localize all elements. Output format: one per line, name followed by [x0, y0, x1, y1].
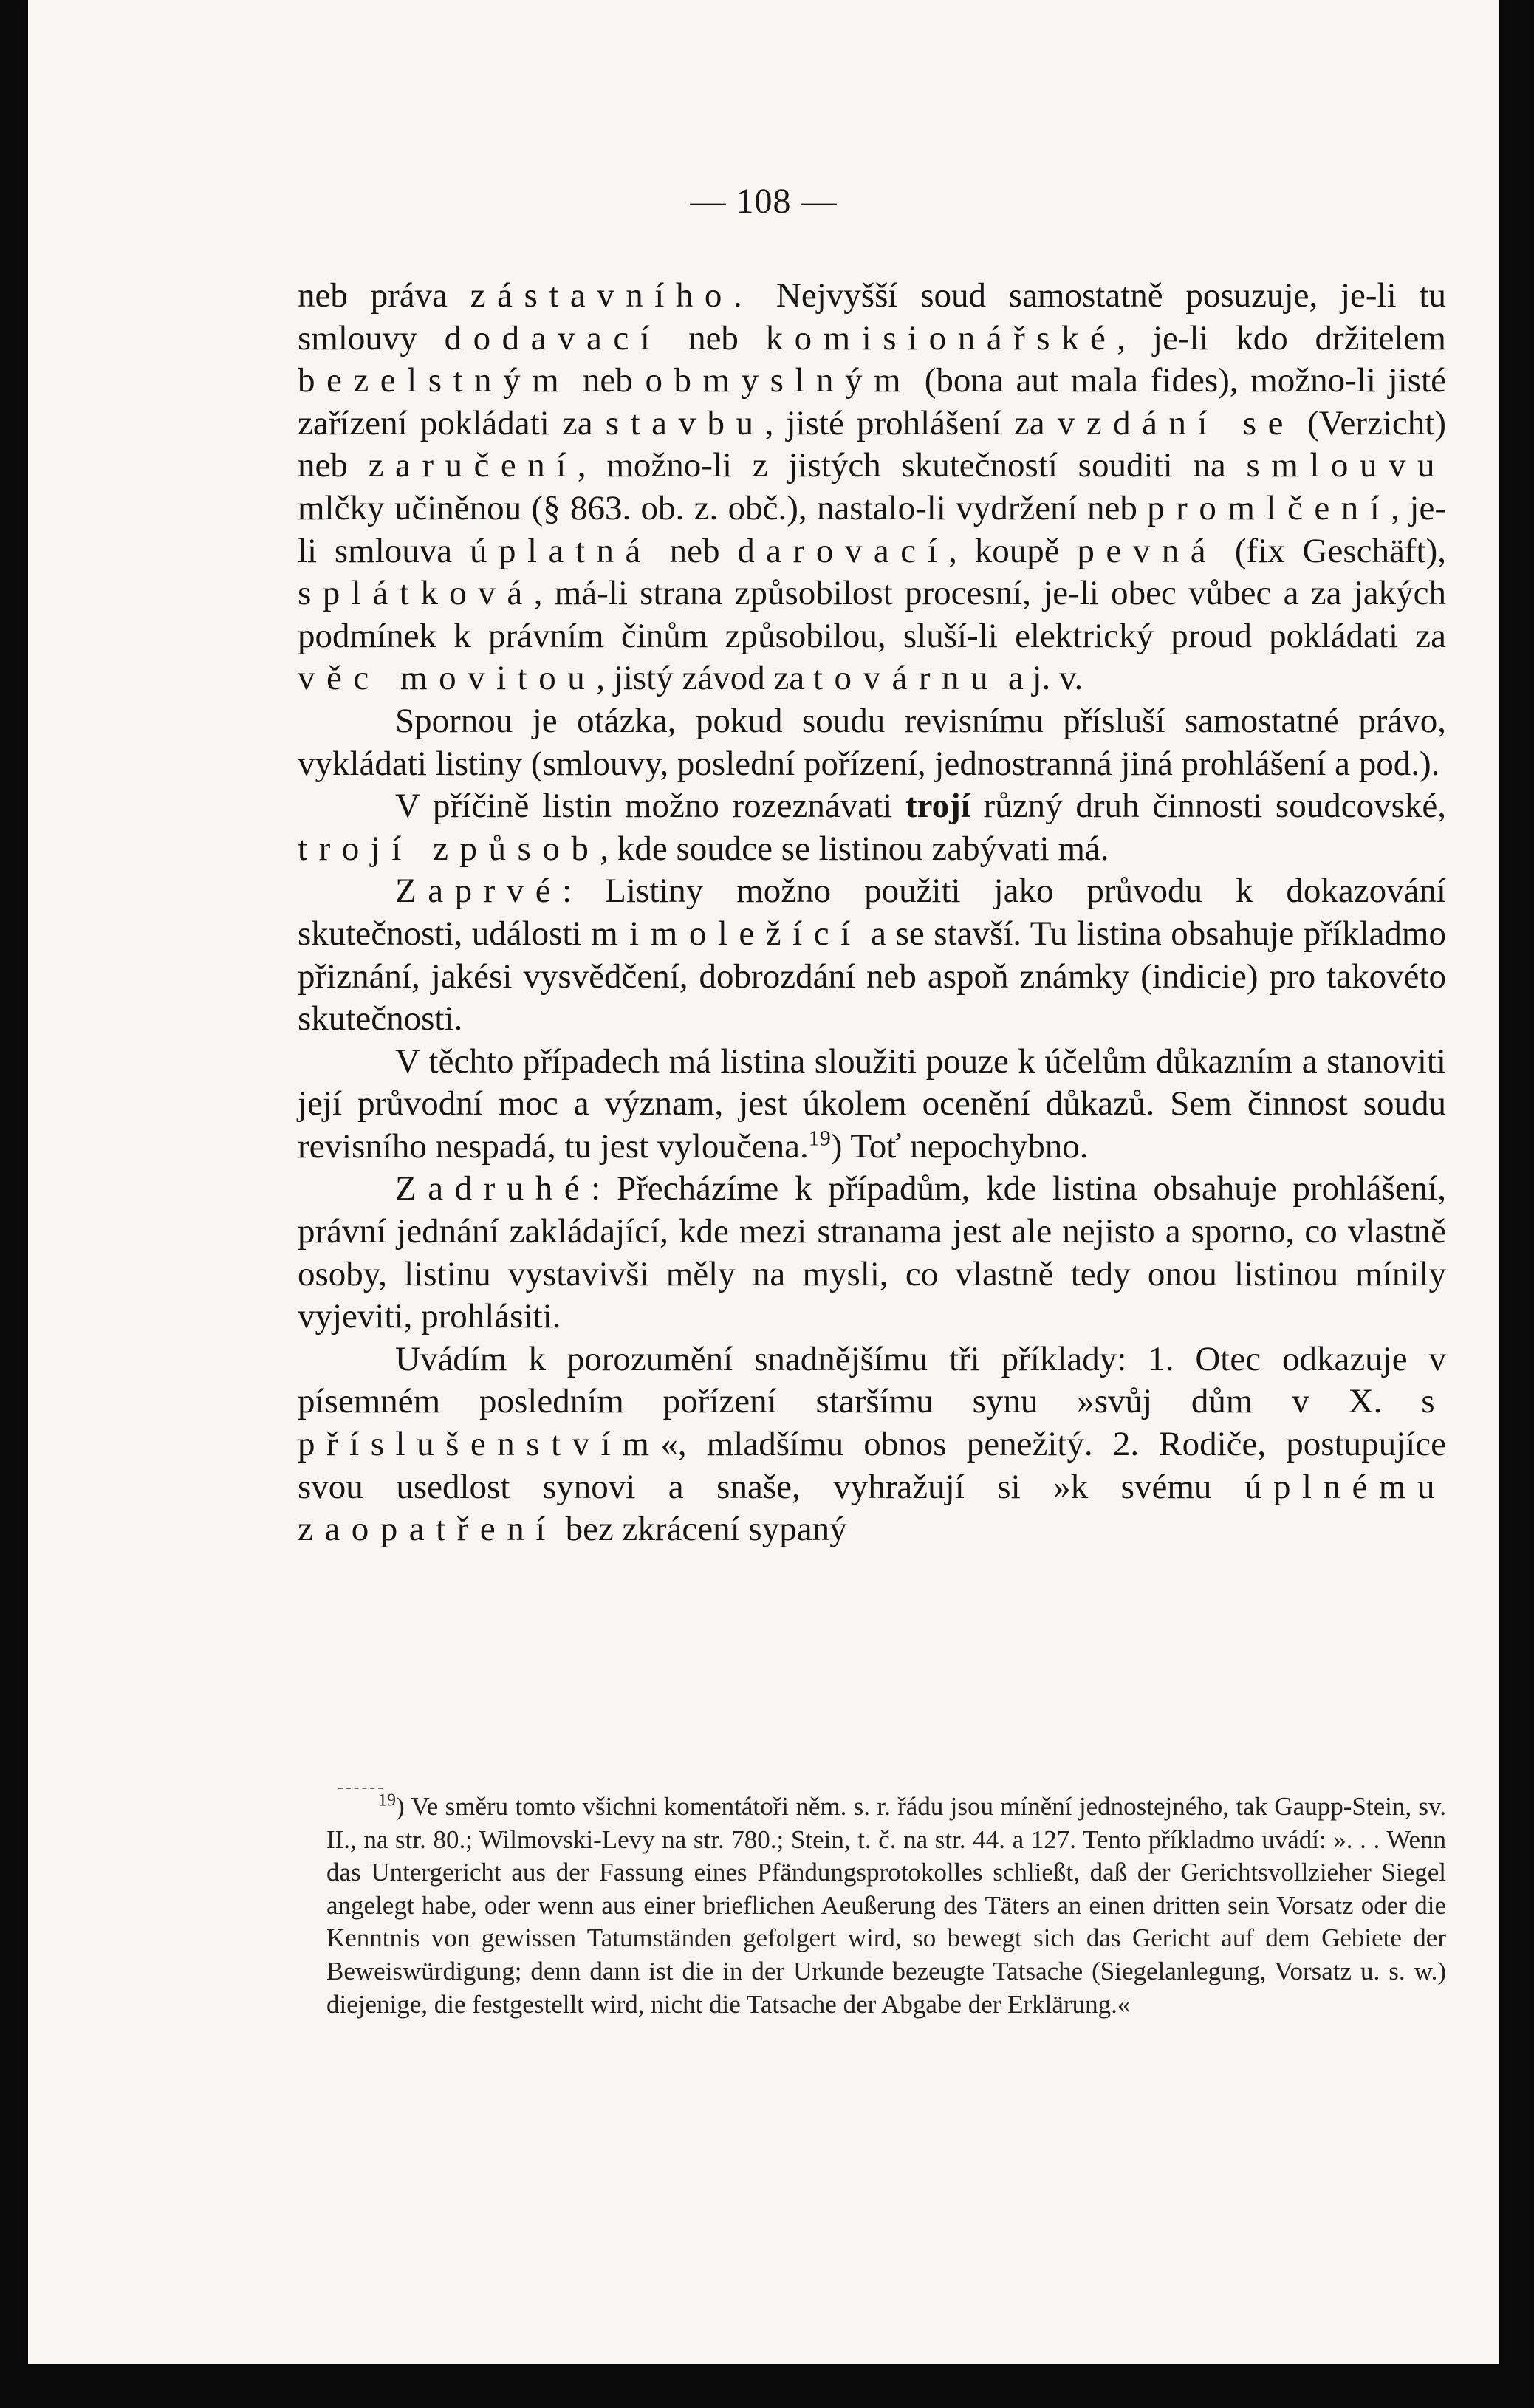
book-page: [28, 0, 1499, 2364]
spaced-emphasis: stavbu: [605, 403, 765, 442]
paragraph: [298, 700, 1446, 785]
spaced-emphasis: smlouvu: [1246, 446, 1446, 485]
text-run: , je-li kdo držitelem: [1117, 318, 1446, 358]
spaced-emphasis: darovací: [737, 531, 949, 570]
text-run: , jisté prohlášení za: [764, 403, 1058, 442]
spaced-emphasis: dodavací: [444, 318, 662, 358]
text-run: , možno-li z jistých skutečností souditi na: [577, 446, 1247, 485]
spaced-emphasis: úplatná: [469, 531, 652, 570]
footnote-separator: [338, 1788, 383, 1789]
text-run: V příčině listin možno rozeznávati: [395, 787, 905, 826]
spaced-emphasis: komisionářské: [765, 318, 1117, 358]
spaced-emphasis: Zaprvé: [395, 872, 563, 911]
footnote-mark: 19: [378, 1790, 396, 1810]
spaced-emphasis: pevná: [1077, 531, 1218, 570]
text-run: a se stavší. Tu listina obsahuje příkladmo přiznání, jakési vysvědčení, dobrozdání neb aspoň známky (indicie) pro takovéto skutečnosti.: [298, 914, 1446, 1039]
paragraph: [298, 870, 1446, 1040]
page-number: — 108 —: [690, 182, 838, 221]
text-run: , jistý závod za: [596, 659, 813, 698]
text-run: Spornou je otázka, pokud soudu revisnímu přísluší samostatné právo, vykládati listiny (smlouvy, poslední pořízení, jednostranná jiná prohlášení a pod.).: [298, 701, 1446, 783]
footnote-text: ) Ve směru tomto všichni komentátoři něm. s. r. řádu jsou mínění jednostejného, tak Gaupp-Stein, sv. II., na str. 80.; Wilmovski-Levy na str. 780.; Stein, t. č. na str. 44. a 127. Tento příkladmo uvádí: ». . . Wenn das Untergericht aus der Fassung eines Pfändungsprotokolles schließt, daß der Gerichtsvollzieher Siegel angelegt habe, oder wenn aus einer brieflichen Aeußerung des Täters an einen dritten sein Vorsatz oder die Kenntnis von gewissen Tatumständen gefolgert wird, so bewegt sich das Gericht auf dem Gebiete der Beweiswürdigung; denn dann ist die in der Urkunde bezeugte Tatsache (Siegelanlegung, Vorsatz u. s. w.) diejenige, die festgestellt wird, nicht die Tatsache der Abgabe der Erklärung.«: [326, 1792, 1446, 2019]
text-run: neb práva: [298, 276, 470, 315]
spaced-emphasis: s příslušenstvím: [298, 1382, 1446, 1464]
text-run: neb: [651, 531, 738, 570]
text-run: (fix Geschäft),: [1217, 531, 1446, 570]
text-run: ) Toť nepochybno.: [830, 1126, 1089, 1166]
spaced-emphasis: zástavního.: [470, 276, 754, 315]
text-run: neb: [661, 318, 766, 358]
text-run: , kde soudce se listinou zabývati má.: [600, 829, 1109, 868]
text-run: (Verzicht) neb: [298, 403, 1447, 485]
text-run: (bona aut mala fides), možno-li jisté zařízení pokládati za: [298, 361, 1446, 442]
spaced-emphasis: promlčení: [1147, 488, 1391, 527]
text-run: V těchto případech má listina sloužiti pouze k účelům důkazním a stanoviti její průvodní moc a význam, jest úkolem ocenění důkazů. Sem činnost soudu revisního nespadá, tu jest vyloučena.: [298, 1041, 1446, 1166]
spaced-emphasis: úplnému zaopatření: [298, 1467, 1446, 1549]
text-run: a j. v.: [999, 659, 1083, 698]
footnote: [326, 1790, 1446, 2021]
text-run: , má-li strana způsobilost procesní, je-li obec vůbec a za jakých podmínek k právním činům způsobilou, sluší-li elektrický proud pokládati za: [298, 574, 1446, 655]
paragraph: [298, 785, 1446, 870]
paragraph: [298, 1041, 1446, 1169]
spaced-emphasis: věc movitou: [298, 659, 597, 698]
paragraph: [298, 275, 1446, 700]
footnote-paragraph: [326, 1790, 1446, 2021]
paragraph: [298, 1168, 1446, 1338]
text-run: bez zkrácení sypaný: [556, 1510, 847, 1549]
text-run: , je-li smlouva: [298, 488, 1446, 570]
text-run: Nejvyšší soud samostatně posuzuje, je-li tu smlouvy: [298, 276, 1447, 358]
spaced-emphasis: zaručení: [368, 446, 578, 485]
text-run: různý druh činnosti soudcovské,: [970, 787, 1446, 826]
spaced-emphasis: bezelstným: [298, 361, 571, 400]
text-run: : Přecházíme k případům, kde listina obsahuje prohlášení, právní jednání zakládající, kde mezi stranama jest ale nejisto a sporno, co vlastně osoby, listinu vystavivši měly na mysli, co vlastně tedy onou listinou mínily vyjeviti, prohlásiti.: [298, 1169, 1446, 1336]
text-run: : Listiny možno použiti jako průvodu k dokazování skutečnosti, události: [298, 872, 1446, 953]
text-run: mlčky učiněnou (§ 863. ob. z. obč.), nastalo-li vydržení neb: [298, 488, 1148, 527]
text-run: Uvádím k porozumění snadnějšímu tři příklady: 1. Otec odkazuje v písemném posledním pořízení staršímu synu »svůj dům v X.: [298, 1339, 1446, 1421]
spaced-emphasis: trojí způsob: [298, 829, 600, 868]
text-run: neb: [570, 361, 646, 400]
body-text: [298, 275, 1446, 1551]
spaced-emphasis: mimoležící: [591, 914, 862, 953]
spaced-emphasis: obmyslným: [645, 361, 913, 400]
text-run: , koupě: [948, 531, 1078, 570]
footnote-reference: 19: [808, 1126, 831, 1151]
spaced-emphasis: továrnu: [812, 659, 1000, 698]
spaced-emphasis: vzdání se: [1057, 403, 1295, 442]
text-run: «, mladšímu obnos penežitý. 2. Rodiče, postupujíce svou usedlost synovi a snaše, vyhražují si »k svému: [298, 1425, 1446, 1506]
bold-text: trojí: [905, 787, 970, 826]
paragraph: [298, 1338, 1446, 1551]
spaced-emphasis: splátková: [298, 574, 534, 613]
spaced-emphasis: Zadruhé: [395, 1169, 592, 1208]
